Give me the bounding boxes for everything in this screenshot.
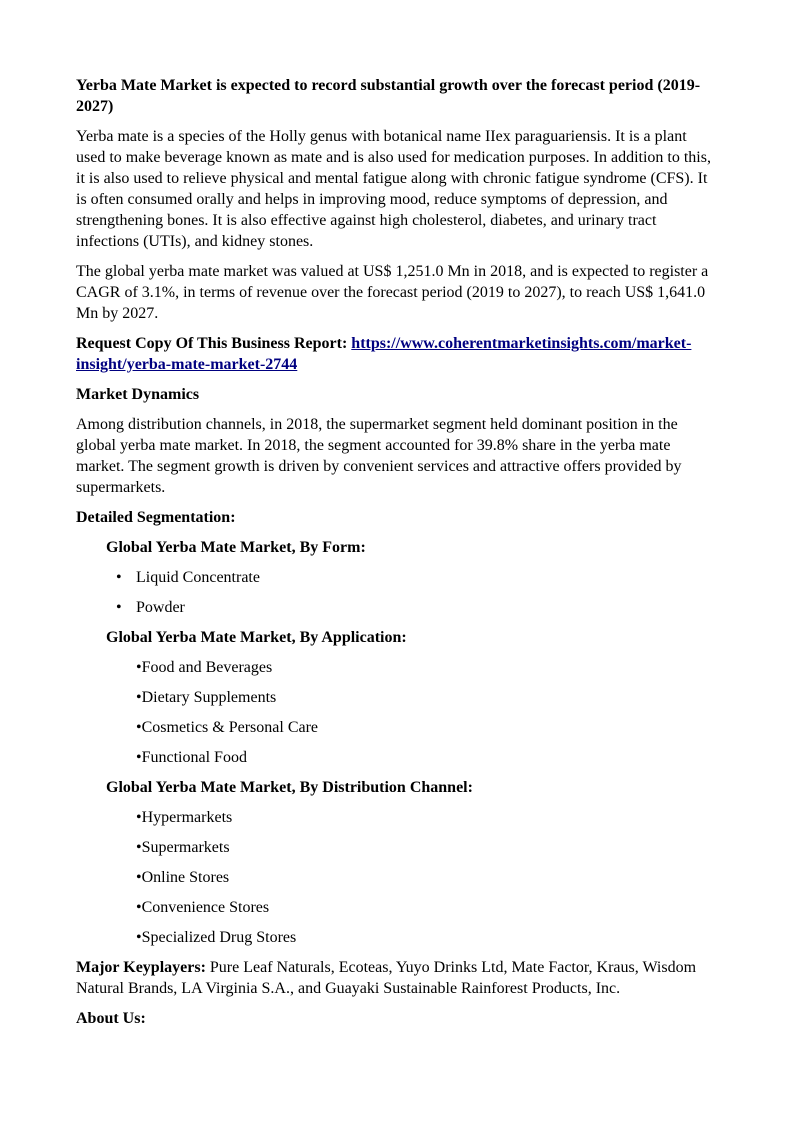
- market-dynamics-paragraph: Among distribution channels, in 2018, the supermarket segment held dominant position in the global yerba mate market. In 2018, the segment accounted for 39.8% share in the yerba mate market. The segment growth is driven by convenient services and attractive offers provided by supermarkets.: [76, 416, 682, 496]
- by-distribution-list: [76, 807, 716, 948]
- list-item: •Hypermarkets: [136, 809, 233, 826]
- request-copy-label: Request Copy Of This Business Report:: [76, 335, 352, 352]
- list-item: •Online Stores: [136, 869, 230, 886]
- market-dynamics-heading: Market Dynamics: [76, 386, 200, 403]
- list-item-label: Liquid Concentrate: [136, 569, 260, 586]
- bullet-icon: •: [116, 599, 122, 616]
- list-item: •Dietary Supplements: [136, 689, 277, 706]
- bullet-icon: •: [116, 569, 122, 586]
- list-item: •Supermarkets: [136, 839, 230, 856]
- keyplayers-text: Pure Leaf Naturals, Ecoteas, Yuyo Drinks Ltd, Mate Factor, Kraus, Wisdom Natural Brands, LA Virginia S.A., and Guayaki Sustainable Rainforest Products, Inc.: [76, 959, 697, 997]
- valuation-paragraph: The global yerba mate market was valued at US$ 1,251.0 Mn in 2018, and is expected to register a CAGR of 3.1%, in terms of revenue over the forecast period (2019 to 2027), to reach US$ 1,641.0 Mn by 2027.: [76, 263, 709, 322]
- keyplayers-label: Major Keyplayers:: [76, 959, 206, 976]
- document-page: [76, 75, 716, 1038]
- list-item-label: Powder: [136, 599, 185, 616]
- segmentation-heading: Detailed Segmentation:: [76, 509, 236, 526]
- list-item: [116, 597, 716, 618]
- list-item: •Food and Beverages: [136, 659, 273, 676]
- list-item: [116, 567, 716, 588]
- report-link[interactable]: https://www.coherentmarketinsights.com/market-insight/yerba-mate-market-2744: [76, 335, 692, 373]
- list-item: •Convenience Stores: [136, 899, 270, 916]
- list-item: •Cosmetics & Personal Care: [136, 719, 319, 736]
- page-title: Yerba Mate Market is expected to record substantial growth over the forecast period (2019-2027): [76, 77, 701, 115]
- list-item: •Functional Food: [136, 749, 247, 766]
- by-form-heading: Global Yerba Mate Market, By Form:: [106, 539, 366, 556]
- list-item: •Specialized Drug Stores: [136, 929, 297, 946]
- keyplayers-paragraph: [76, 957, 716, 999]
- by-application-list: [76, 657, 716, 768]
- by-application-heading: Global Yerba Mate Market, By Application:: [106, 629, 407, 646]
- by-form-list: [76, 567, 716, 618]
- by-distribution-heading: Global Yerba Mate Market, By Distribution Channel:: [106, 779, 473, 796]
- about-us-heading: About Us:: [76, 1010, 146, 1027]
- request-copy-paragraph: [76, 333, 716, 375]
- intro-paragraph: Yerba mate is a species of the Holly genus with botanical name IIex paraguariensis. It is a plant used to make beverage known as mate and is also used for medication purposes. In addition to this, it is also used to relieve physical and mental fatigue along with chronic fatigue syndrome (CFS). It is often consumed orally and helps in improving mood, reduce symptoms of depression, and strengthening bones. It is also effective against high cholesterol, diabetes, and urinary tract infections (UTIs), and kidney stones.: [76, 128, 711, 250]
